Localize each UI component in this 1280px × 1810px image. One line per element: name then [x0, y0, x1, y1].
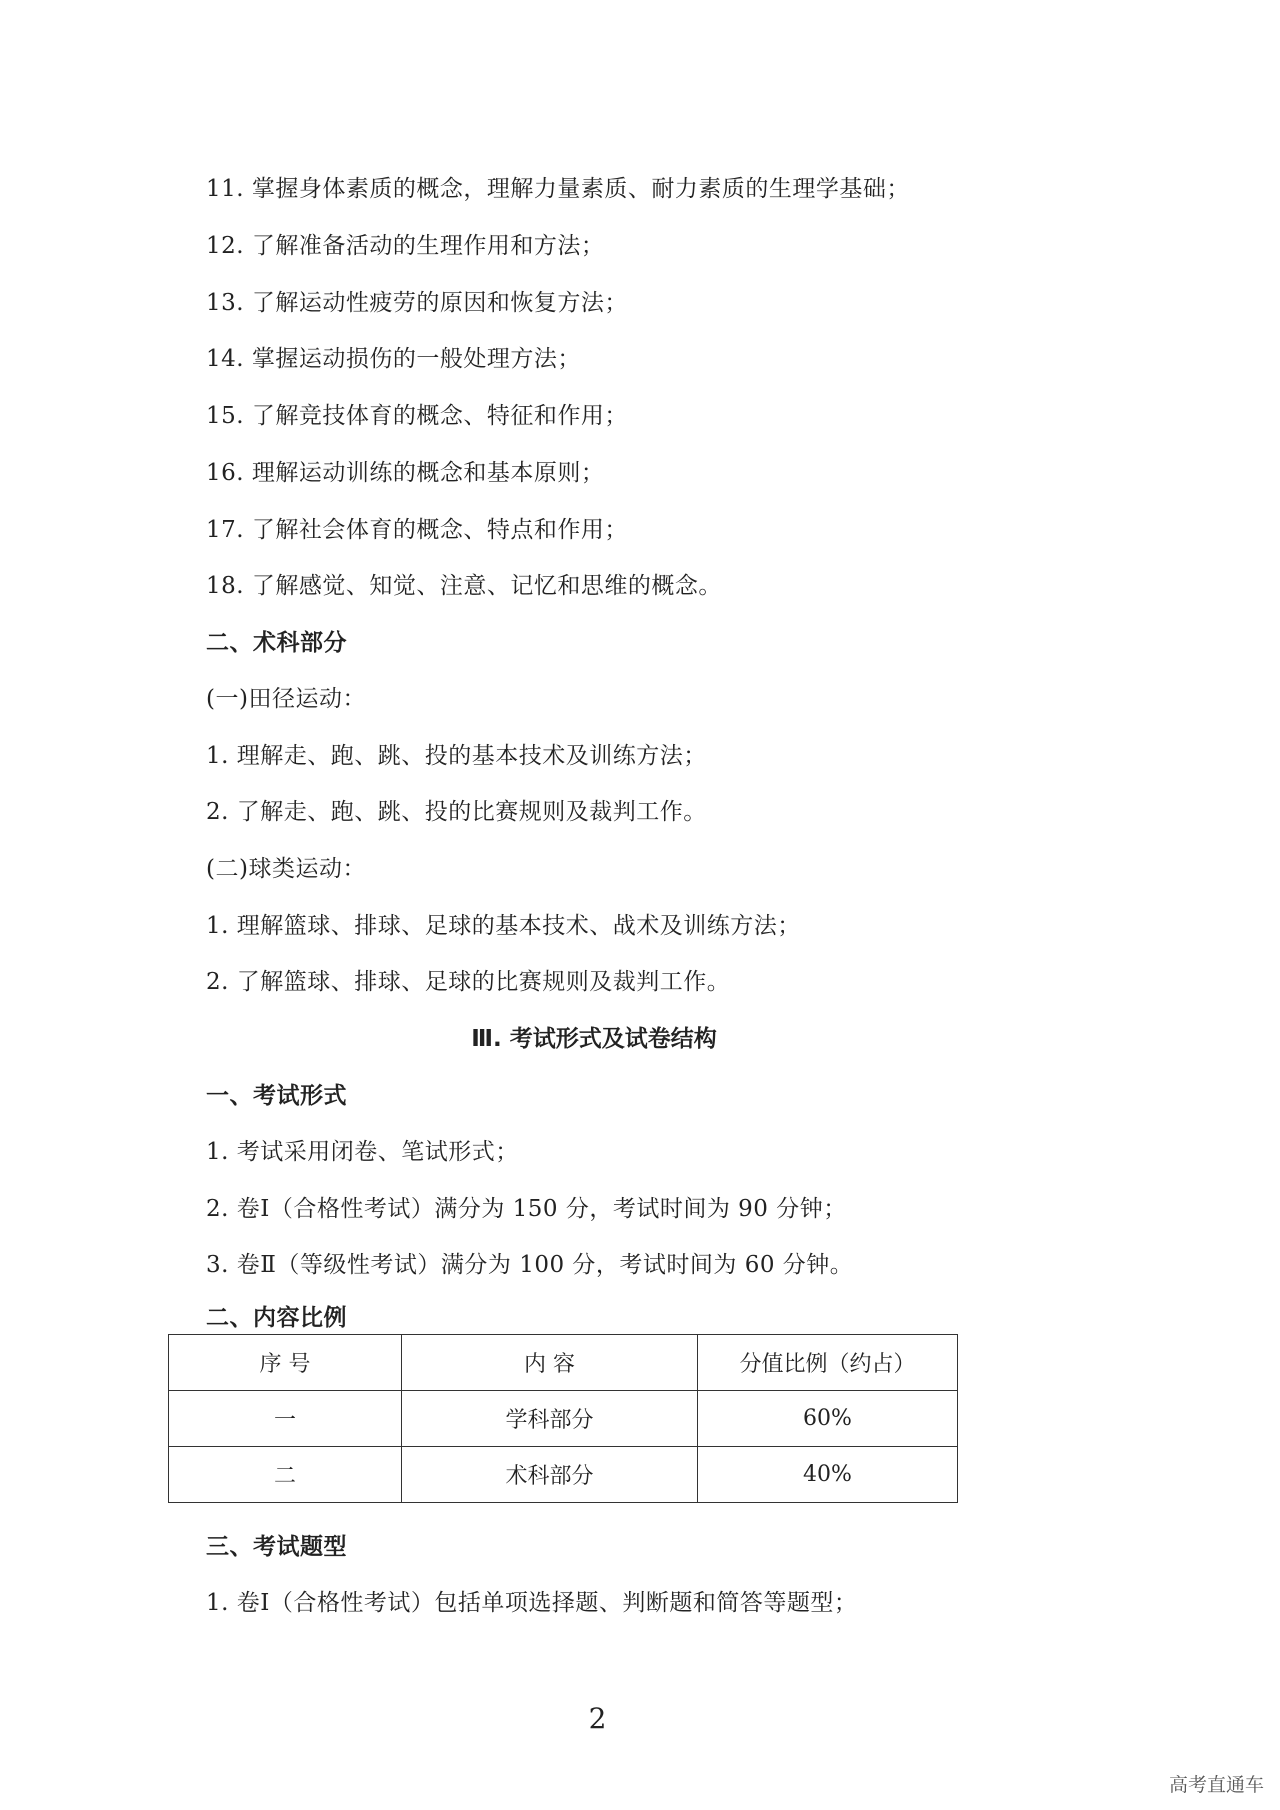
form-item-3: 3. 卷Ⅱ（等级性考试）满分为 100 分，考试时间为 60 分钟。	[206, 1252, 854, 1278]
types-item-1: 1. 卷Ⅰ（合格性考试）包括单项选择题、判断题和简答等题型；	[206, 1590, 858, 1616]
table-header: 内 容	[402, 1335, 698, 1391]
section-title: Ⅲ. 考试形式及试卷结构	[471, 1026, 717, 1052]
list-item-15: 15. 了解竞技体育的概念、特征和作用；	[206, 403, 628, 429]
track-item-2: 2. 了解走、跑、跳、投的比赛规则及裁判工作。	[206, 799, 707, 825]
table-cell: 一	[169, 1391, 402, 1447]
list-item-18: 18. 了解感觉、知觉、注意、记忆和思维的概念。	[206, 573, 722, 599]
list-item-12: 12. 了解准备活动的生理作用和方法；	[206, 233, 605, 259]
ratio-table	[168, 1334, 958, 1503]
table-header: 分值比例（约占）	[698, 1335, 958, 1391]
ratio-heading: 二、内容比例	[206, 1305, 347, 1331]
types-heading: 三、考试题型	[206, 1534, 347, 1560]
table-cell: 60%	[698, 1391, 958, 1447]
page-number: 2	[588, 1702, 607, 1735]
ball-item-1: 1. 理解篮球、排球、足球的基本技术、战术及训练方法；	[206, 913, 801, 939]
list-item-11: 11. 掌握身体素质的概念，理解力量素质、耐力素质的生理学基础；	[206, 176, 910, 202]
form-heading: 一、考试形式	[206, 1083, 347, 1109]
watermark: 高考直通车	[1168, 1774, 1264, 1796]
track-item-1: 1. 理解走、跑、跳、投的基本技术及训练方法；	[206, 743, 707, 769]
table-cell: 二	[169, 1447, 402, 1503]
table-cell: 40%	[698, 1447, 958, 1503]
shuke-heading: 二、术科部分	[206, 630, 347, 656]
ball-title: (二)球类运动：	[206, 856, 366, 882]
table-header: 序 号	[169, 1335, 402, 1391]
form-item-1: 1. 考试采用闭卷、笔试形式；	[206, 1139, 519, 1165]
list-item-17: 17. 了解社会体育的概念、特点和作用；	[206, 517, 628, 543]
list-item-13: 13. 了解运动性疲劳的原因和恢复方法；	[206, 290, 628, 316]
form-item-2: 2. 卷Ⅰ（合格性考试）满分为 150 分，考试时间为 90 分钟；	[206, 1196, 847, 1222]
list-item-14: 14. 掌握运动损伤的一般处理方法；	[206, 346, 581, 372]
table-header-row	[169, 1335, 958, 1391]
ball-item-2: 2. 了解篮球、排球、足球的比赛规则及裁判工作。	[206, 969, 731, 995]
track-title: (一)田径运动：	[206, 686, 366, 712]
table-row	[169, 1447, 958, 1503]
table-cell: 学科部分	[402, 1391, 698, 1447]
table-cell: 术科部分	[402, 1447, 698, 1503]
table-row	[169, 1391, 958, 1447]
list-item-16: 16. 理解运动训练的概念和基本原则；	[206, 460, 605, 486]
